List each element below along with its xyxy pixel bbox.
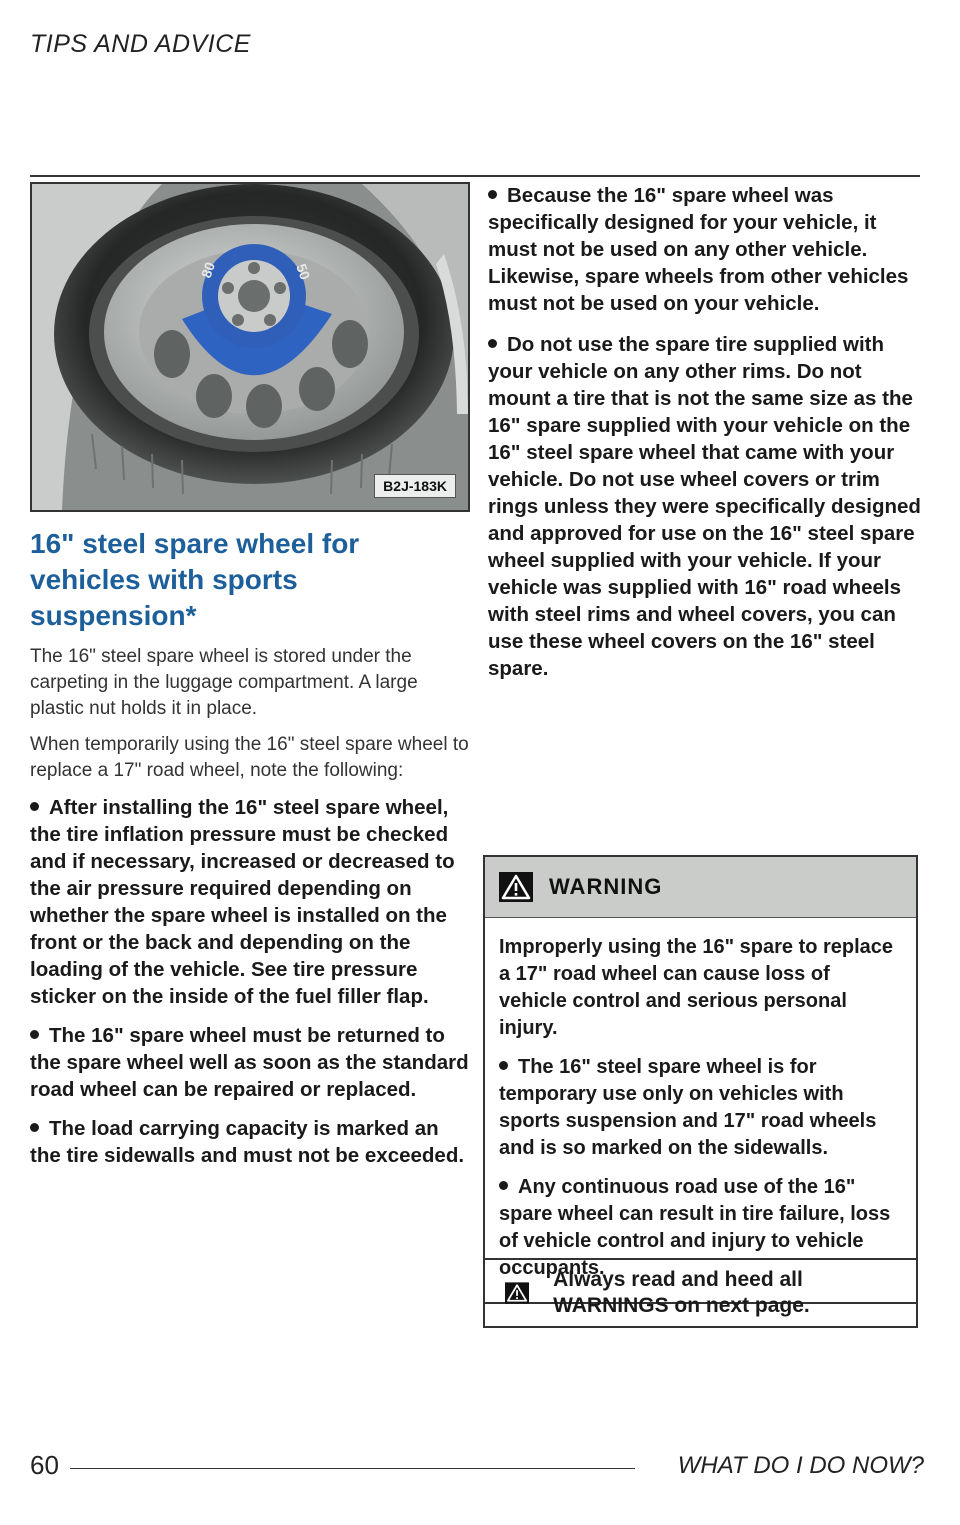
list-item-text: Because the 16" spare wheel was specifically designed for your vehicle, it must not be used on any other vehicle. Likewise, spare wheels from other vehicles must not be used on your vehicle. [488, 184, 909, 315]
spare-wheel-illustration [32, 184, 468, 510]
list-item [30, 794, 470, 1010]
note-text: Always read and heed all WARNINGS on next page. [553, 1268, 810, 1317]
list-item [488, 182, 924, 317]
running-header: TIPS AND ADVICE [30, 30, 251, 58]
warning-lead: Improperly using the 16" spare to replace a 17" road wheel can cause loss of vehicle control and serious personal injury. [499, 936, 894, 1039]
list-item [30, 1022, 470, 1103]
bullet-icon [30, 1123, 39, 1132]
list-item [499, 1054, 902, 1162]
list-item-text: Do not use the spare tire supplied with your vehicle on any other rims. Do not mount a tire that is not the same size as the 16" spare supplied with your vehicle on the 16" steel spare wheel that came with your vehicle. Do not use wheel covers or trim rings unless they were specifically designed and approved for use on the 16" steel spare wheel supplied with your vehicle. If your vehicle was supplied with 16" road wheels with steel rims and wheel covers, you can use these wheel covers on the 16" steel spare. [488, 333, 921, 680]
figure-code: B2J-183K [374, 474, 456, 498]
intro-paragraph: The 16" steel spare wheel is stored under the carpeting in the luggage compartment. A large plastic nut holds it in place. [30, 646, 418, 719]
left-column [30, 182, 470, 1181]
warning-body [485, 918, 916, 1302]
page-number: 60 [30, 1450, 59, 1480]
warning-box [483, 855, 918, 1304]
wheel-mark-left: 80 [197, 259, 219, 281]
spare-wheel-photo [30, 182, 470, 512]
footer-rule [70, 1468, 635, 1469]
list-item [488, 331, 924, 682]
note-box [483, 1258, 918, 1328]
section-title: 16" steel spare wheel for vehicles with sports suspension* [30, 528, 360, 631]
list-item-text: The load carrying capacity is marked an the tire sidewalls and must not be exceeded. [30, 1117, 465, 1167]
list-item-text: The 16" spare wheel must be returned to the spare wheel well as soon as the standard road wheel can be repaired or replaced. [30, 1024, 469, 1101]
bullet-icon [30, 802, 39, 811]
bullet-icon [488, 190, 497, 199]
footer-title: WHAT DO I DO NOW? [677, 1452, 924, 1479]
list-item-text: After installing the 16" steel spare wheel, the tire inflation pressure must be checked and if necessary, increased or decreased to the air pressure required depending on whether the spare wheel is installed on the front or the back and depending on the loading of the vehicle. See tire pressure sticker on the inside of the fuel filler flap. [30, 796, 455, 1008]
warning-label: WARNING [549, 874, 663, 899]
warning-header [485, 857, 916, 918]
bullet-icon [499, 1061, 508, 1070]
bullet-icon [499, 1181, 508, 1190]
wheel-mark-right: 50 [293, 261, 314, 282]
warning-triangle-icon [505, 1278, 529, 1308]
bullet-icon [488, 339, 497, 348]
list-item-text: Any continuous road use of the 16" spare wheel can result in tire failure, loss of vehicle control and injury to vehicle occupants. [499, 1176, 891, 1279]
bullet-icon [30, 1030, 39, 1039]
instruction-paragraph: When temporarily using the 16" steel spare wheel to replace a 17" road wheel, note the following: [30, 734, 469, 781]
right-column [488, 182, 924, 696]
list-item-text: The 16" steel spare wheel is for temporary use only on vehicles with sports suspension and 17" road wheels and is so marked on the sidewalls. [499, 1056, 877, 1159]
warning-triangle-icon [499, 872, 533, 902]
header-rule [30, 175, 920, 177]
list-item [30, 1115, 470, 1169]
